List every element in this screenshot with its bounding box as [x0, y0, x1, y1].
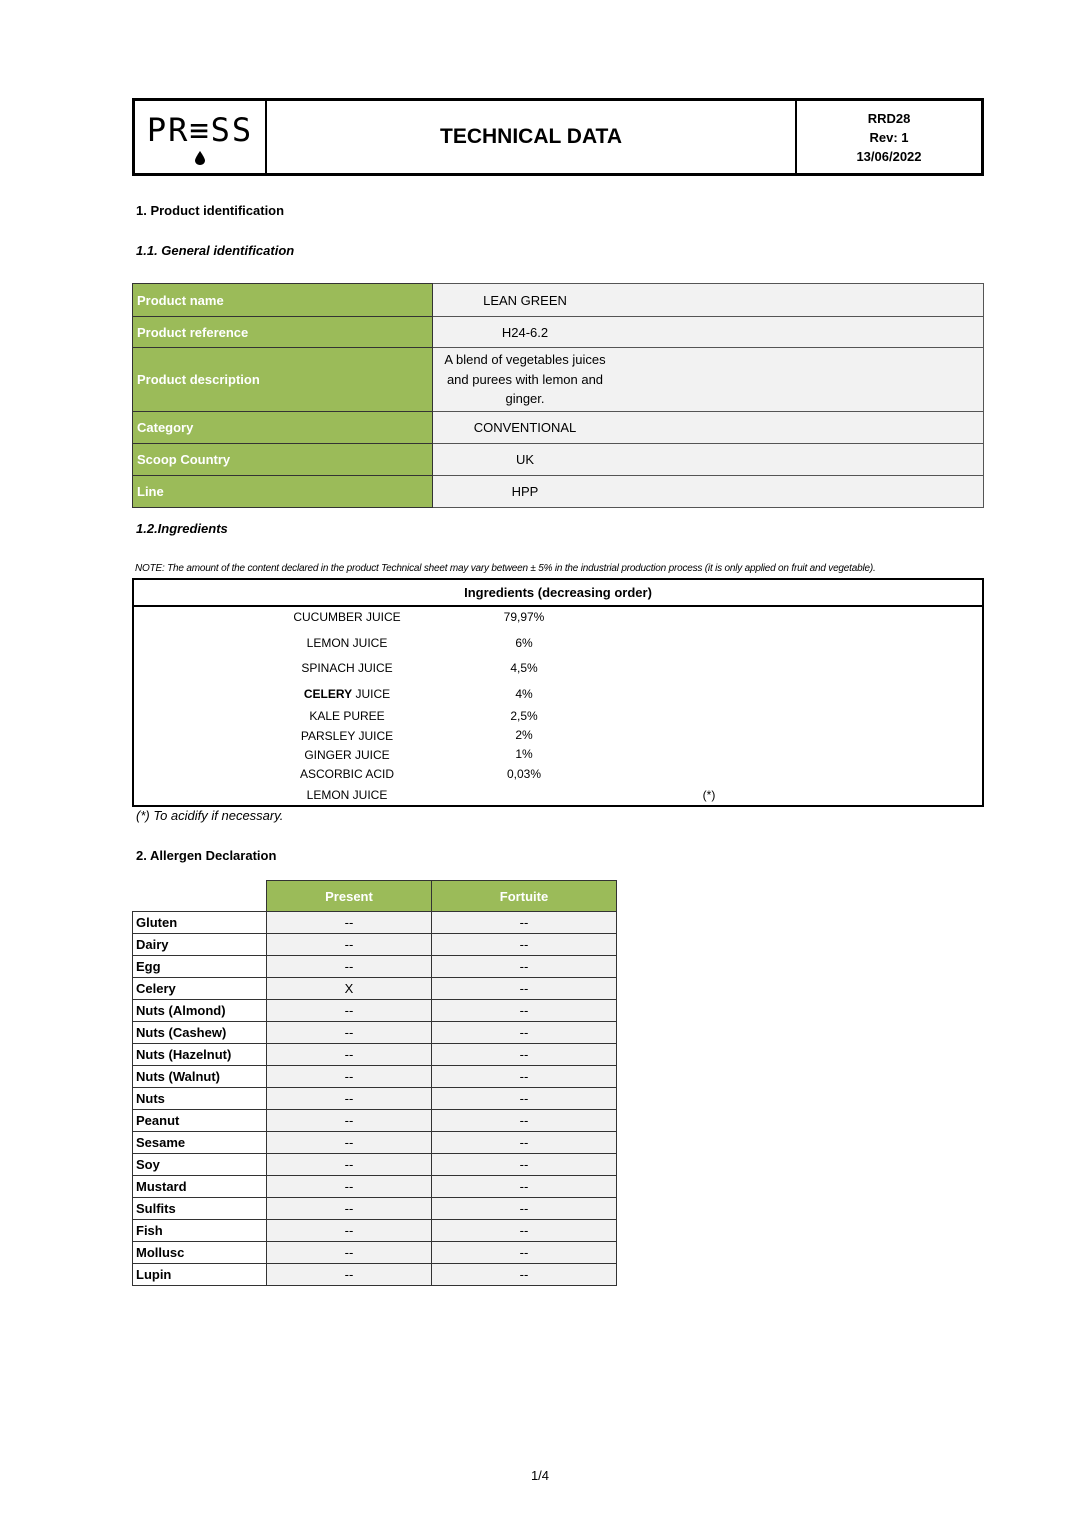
allergen-fortuite: --: [432, 1044, 617, 1066]
allergen-row: [133, 1088, 617, 1110]
allergen-fortuite: --: [432, 1154, 617, 1176]
allergen-name: Mollusc: [133, 1242, 267, 1264]
allergen-row: [133, 1044, 617, 1066]
allergen-fortuite: --: [432, 1176, 617, 1198]
allergen-row: [133, 1264, 617, 1286]
allergen-name: Sesame: [133, 1132, 267, 1154]
allergen-fortuite: --: [432, 1110, 617, 1132]
ingredient-pct: 4%: [515, 687, 533, 701]
allergen-present: --: [267, 1066, 432, 1088]
ingredient-name: PARSLEY JUICE: [300, 729, 394, 743]
ingredient-name: CUCUMBER JUICE: [293, 610, 401, 624]
allergen-name: Nuts (Cashew): [133, 1022, 267, 1044]
document-title: TECHNICAL DATA: [267, 101, 797, 173]
doc-revision: Rev: 1: [869, 129, 909, 145]
allergen-row: [133, 978, 617, 1000]
allergen-name: Mustard: [133, 1176, 267, 1198]
ingredient-pct: 6%: [515, 636, 533, 650]
value-scoop-country: UK: [515, 452, 535, 467]
general-identification-table: [132, 283, 984, 508]
value-product-reference: H24-6.2: [501, 324, 549, 340]
allergen-fortuite: --: [432, 912, 617, 934]
allergen-row: [133, 1000, 617, 1022]
logo-text: PR≡SS: [146, 111, 254, 149]
allergen-present: --: [267, 1110, 432, 1132]
ingredient-pct: 0,03%: [506, 767, 542, 781]
ingredients-header: Ingredients (decreasing order): [134, 580, 982, 607]
value-product-name: LEAN GREEN: [483, 292, 567, 308]
ingredient-pct: 79,97%: [503, 610, 545, 624]
ingredient-mark: (*): [702, 788, 716, 802]
value-line: HPP: [511, 484, 539, 499]
allergen-fortuite: --: [432, 1264, 617, 1286]
value-category: CONVENTIONAL: [473, 420, 577, 435]
value-product-description: A blend of vegetables juices and purees with lemon and ginger.: [444, 352, 606, 407]
allergen-fortuite: --: [432, 956, 617, 978]
allergen-name: Nuts (Almond): [133, 1000, 267, 1022]
allergen-name: Soy: [133, 1154, 267, 1176]
ingredient-pct: 1%: [515, 747, 533, 761]
col-fortuite: Fortuite: [432, 881, 617, 912]
allergen-row: [133, 1154, 617, 1176]
allergen-fortuite: --: [432, 1022, 617, 1044]
allergen-name: Nuts: [133, 1088, 267, 1110]
page-number: 1/4: [530, 1468, 550, 1483]
allergen-row: [133, 956, 617, 978]
label-category: Category: [133, 412, 433, 444]
allergen-present: --: [267, 1044, 432, 1066]
allergen-fortuite: --: [432, 1066, 617, 1088]
section-allergen-declaration: 2. Allergen Declaration: [136, 848, 277, 863]
section-product-identification: 1. Product identification: [136, 203, 285, 218]
allergen-row: [133, 1198, 617, 1220]
allergen-present: --: [267, 1154, 432, 1176]
row-product-name: [133, 284, 984, 317]
allergen-row: [133, 1220, 617, 1242]
allergen-fortuite: --: [432, 1198, 617, 1220]
row-product-description: [133, 348, 984, 412]
label-product-name: Product name: [133, 284, 433, 317]
doc-code: RRD28: [867, 110, 911, 126]
logo: [135, 101, 267, 173]
allergen-name: Gluten: [133, 912, 267, 934]
document-reference: [797, 101, 981, 173]
allergen-name: Sulfits: [133, 1198, 267, 1220]
drop-icon: [195, 151, 205, 165]
allergen-present: --: [267, 1198, 432, 1220]
allergen-row: [133, 1022, 617, 1044]
ingredient-name: GINGER JUICE: [304, 748, 390, 762]
allergen-name: Nuts (Walnut): [133, 1066, 267, 1088]
allergen-name: Lupin: [133, 1264, 267, 1286]
ingredients-note: NOTE: The amount of the content declared in the product Technical sheet may vary between ± 5% in the industrial production process (it is only applied on fruit and vegetable).: [135, 563, 876, 574]
label-line: Line: [133, 476, 433, 508]
allergen-present: --: [267, 1132, 432, 1154]
ingredient-pct: 2,5%: [510, 709, 538, 723]
allergen-name: Egg: [133, 956, 267, 978]
ingredient-pct: 4,5%: [510, 661, 538, 675]
allergen-table: [132, 880, 617, 1286]
allergen-present: --: [267, 1000, 432, 1022]
allergen-name: Peanut: [133, 1110, 267, 1132]
allergen-fortuite: --: [432, 1088, 617, 1110]
allergen-fortuite: --: [432, 1242, 617, 1264]
allergen-name: Dairy: [133, 934, 267, 956]
allergen-row: [133, 934, 617, 956]
ingredient-pct: 2%: [515, 728, 533, 742]
ingredient-name: LEMON JUICE: [306, 636, 388, 650]
ingredient-name: CELERY JUICE: [303, 687, 391, 701]
col-present: Present: [267, 881, 432, 912]
allergen-present: --: [267, 912, 432, 934]
allergen-row: [133, 1132, 617, 1154]
allergen-fortuite: --: [432, 1132, 617, 1154]
allergen-row: [133, 1242, 617, 1264]
row-product-reference: [133, 317, 984, 348]
allergen-name: Fish: [133, 1220, 267, 1242]
ingredient-name: LEMON JUICE: [306, 788, 388, 802]
label-product-description: Product description: [133, 348, 433, 412]
allergen-name: Nuts (Hazelnut): [133, 1044, 267, 1066]
allergen-name: Celery: [133, 978, 267, 1000]
allergen-fortuite: --: [432, 934, 617, 956]
subsection-ingredients: 1.2.Ingredients: [136, 521, 228, 536]
allergen-present: --: [267, 1242, 432, 1264]
allergen-row: [133, 1066, 617, 1088]
ingredient-name: SPINACH JUICE: [301, 661, 393, 675]
doc-date: 13/06/2022: [856, 148, 922, 164]
allergen-present: --: [267, 1176, 432, 1198]
allergen-present: --: [267, 1220, 432, 1242]
allergen-row: [133, 1176, 617, 1198]
allergen-fortuite: --: [432, 1220, 617, 1242]
row-category: [133, 412, 984, 444]
allergen-header-row: [133, 881, 617, 912]
row-scoop-country: [133, 444, 984, 476]
allergen-present: --: [267, 1088, 432, 1110]
subsection-general-identification: 1.1. General identification: [136, 243, 295, 258]
label-scoop-country: Scoop Country: [133, 444, 433, 476]
ingredients-footnote: (*) To acidify if necessary.: [136, 808, 284, 823]
row-line: [133, 476, 984, 508]
ingredient-name: KALE PUREE: [309, 709, 385, 723]
allergen-row: [133, 912, 617, 934]
ingredients-table: [132, 578, 984, 807]
allergen-row: [133, 1110, 617, 1132]
allergen-present: --: [267, 1264, 432, 1286]
allergen-fortuite: --: [432, 1000, 617, 1022]
allergen-present: --: [267, 956, 432, 978]
ingredient-name: ASCORBIC ACID: [299, 767, 395, 781]
allergen-fortuite: --: [432, 978, 617, 1000]
allergen-present: X: [267, 978, 432, 1000]
allergen-present: --: [267, 934, 432, 956]
label-product-reference: Product reference: [133, 317, 433, 348]
document-header: [132, 98, 984, 176]
allergen-present: --: [267, 1022, 432, 1044]
